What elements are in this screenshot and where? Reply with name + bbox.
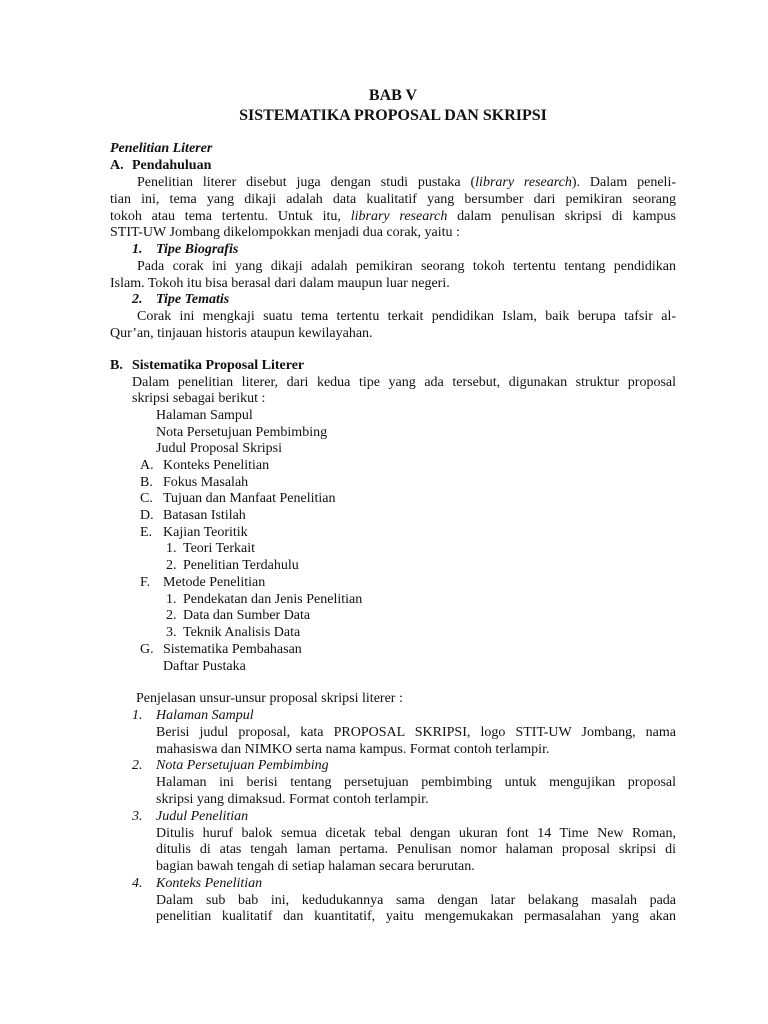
chapter-number: BAB V xyxy=(368,87,418,104)
penjelasan-line: skripsi yang dimaksud. Format contoh terlampir. xyxy=(156,792,429,807)
document-page: BAB V SISTEMATIKA PROPOSAL DAN SKRIPSI Penelitian Literer A. Pendahuluan Penelitian literer disebut juga dengan studi pustaka (library research). Dalam peneli- tian ini, tema yang dikaji adalah data kualitatif yang bersumber dari pemikiran seorang tokoh atau tema tertentu. Untuk itu, library research dalam penulisan skripsi di kampus STIT-UW Jombang dikelompokkan menjadi dua corak, yaitu : 1. Tipe Biografis Pada corak ini yang dikaji adalah pemikiran seorang tokoh tertentu tentang pendidikan Islam. Tokoh itu bisa berasal dari dalam maupun luar negeri. 2. Tipe Tematis Corak ini mengkaji suatu tema tertentu terkait pendidikan Islam, baik berupa tafsir al- Qur’an, tinjauan historis ataupun kewilayahan. B. Sistematika Proposal Literer Dalam penelitian literer, dari kedua tipe yang ada tersebut, digunakan struktur proposal skripsi sebagai berikut : Halaman Sampul Nota Persetujuan Pembimbing Judul Proposal Skripsi A. Konteks Penelitian B. Fokus Masalah C. Tujuan dan Manfaat Penelitian D. Batasan Istilah E. Kajian Teoritik 1. Teori Terkait 2. Penelitian Terdahulu F. Metode Penelitian 1. Pendekatan dan Jenis Penelitian 2. Data dan Sumber Data 3. Teknik Analisis Data G. Sistematika Pembahasan Daftar Pustaka Penjelasan unsur-unsur proposal skripsi literer : 1. Halaman Sampul Berisi judul proposal, kata PROPOSAL SKRIPSI, logo STIT-UW Jombang, nama mahasiswa dan NIMKO serta nama kampus. Format contoh terlampir. 2. Nota Persetujuan Pembimbing Halaman ini berisi tentang persetujuan pembimbing untuk mengujikan proposal skripsi yang dimaksud. Format contoh terlampir. 3. Judul Penelitian Ditulis huruf balok semua dicetak tebal dengan ukuran font 14 Time New Roman, ditulis di atas tengah laman pertama. Penulisan nomor halaman proposal skripsi di bagian bawah tengah di setiap halaman secara berurutan. 4. Konteks Penelitian Dalam sub bab ini, kedudukannya sama dengan latar belakang masalah pada penelitian kualitatif dan kuantitatif, yaitu mengemukakan permasalahan yang akan xyxy=(110,87,676,924)
structure-front-1: Halaman Sampul xyxy=(156,408,253,423)
penjelasan-line: ditulis di atas tengah laman pertama. Penulisan nomor halaman proposal skripsi di xyxy=(156,842,676,857)
penjelasan-line: Ditulis huruf balok semua dicetak tebal dengan ukuran font 14 Time New Roman, xyxy=(156,826,676,841)
section-heading-literer: Penelitian Literer xyxy=(110,141,213,156)
section-b-intro-line-1: Dalam penelitian literer, dari kedua tipe yang ada tersebut, digunakan struktur proposal xyxy=(132,375,676,390)
penjelasan-line: Dalam sub bab ini, kedudukannya sama dengan latar belakang masalah pada xyxy=(156,893,676,908)
tipe-biografis-line-1: Pada corak ini yang dikaji adalah pemikiran seorang tokoh tertentu tentang pendidikan xyxy=(137,259,676,274)
structure-front-3: Judul Proposal Skripsi xyxy=(156,441,283,456)
chapter-title: SISTEMATIKA PROPOSAL DAN SKRIPSI xyxy=(239,107,547,124)
tipe-tematis-line-2: Qur’an, tinjauan historis ataupun kewilayahan. xyxy=(110,326,373,341)
tipe-biografis-line-2: Islam. Tokoh itu bisa berasal dari dalam maupun luar negeri. xyxy=(110,276,450,291)
penjelasan-line: penelitian kualitatif dan kuantitatif, yaitu mengemukakan permasalahan yang akan xyxy=(156,909,676,924)
section-a-label: A. xyxy=(110,158,124,173)
tipe-tematis-line-1: Corak ini mengkaji suatu tema tertentu terkait pendidikan Islam, baik berupa tafsir al- xyxy=(137,309,676,324)
section-b-title: Sistematika Proposal Literer xyxy=(132,358,305,373)
section-b-label: B. xyxy=(110,358,123,373)
section-b-intro-line-2: skripsi sebagai berikut : xyxy=(132,391,266,406)
pendahuluan-line-2: tian ini, tema yang dikaji adalah data kualitatif yang bersumber dari pemikiran seorang xyxy=(110,192,676,207)
penjelasan-line: Halaman ini berisi tentang persetujuan pembimbing untuk mengujikan proposal xyxy=(156,775,676,790)
penjelasan-line: bagian bawah tengah di setiap halaman secara berurutan. xyxy=(156,859,475,874)
pendahuluan-line-4: STIT-UW Jombang dikelompokkan menjadi dua corak, yaitu : xyxy=(110,225,460,240)
section-a-title: Pendahuluan xyxy=(132,158,212,173)
pendahuluan-line-3: tokoh atau tema tertentu. Untuk itu, library research dalam penulisan skripsi di kampus xyxy=(110,209,676,224)
penjelasan-line: Berisi judul proposal, kata PROPOSAL SKRIPSI, logo STIT-UW Jombang, nama xyxy=(156,725,676,740)
penjelasan-intro: Penjelasan unsur-unsur proposal skripsi literer : xyxy=(136,691,403,706)
structure-daftar-pustaka: Daftar Pustaka xyxy=(163,659,246,674)
pendahuluan-line-1: Penelitian literer disebut juga dengan studi pustaka (library research). Dalam peneli- xyxy=(137,175,676,190)
structure-front-2: Nota Persetujuan Pembimbing xyxy=(156,425,328,440)
penjelasan-line: mahasiswa dan NIMKO serta nama kampus. Format contoh terlampir. xyxy=(156,742,550,757)
